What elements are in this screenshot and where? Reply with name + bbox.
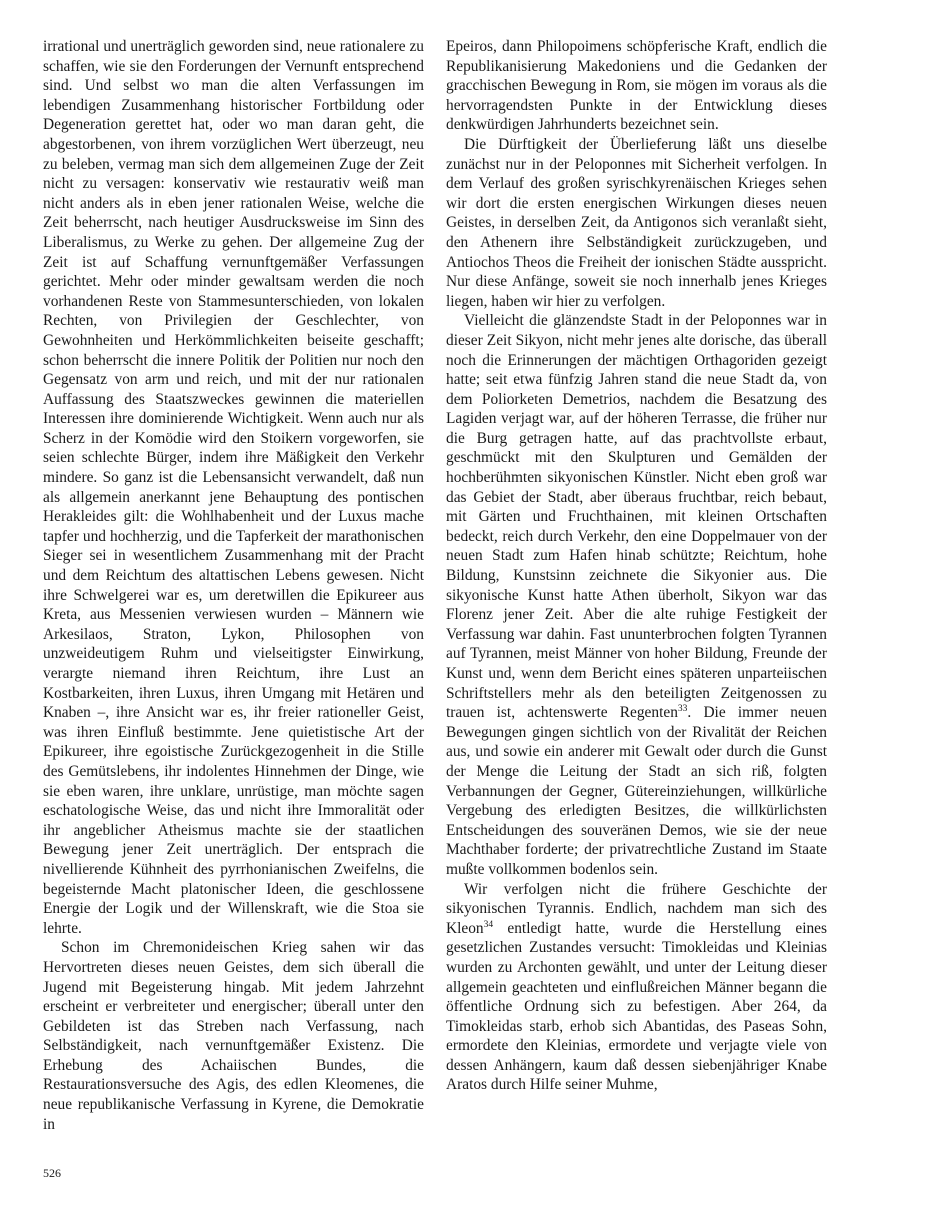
paragraph: irrational und unerträglich geworden sind, neue rationalere zu schaffen, wie sie den Forderungen der Vernunft entsprechend sind. Und selbst wo man die alten Verfassungen im lebendigen Zusammenhang historischer Fortbildung oder Degeneration gerettet hat, oder wo man daran geht, die abgestorbenen, von ihrem vorzüglichen Wert überzeugt, neu zu beleben, vermag man sich dem allgemeinen Zuge der Zeit nicht zu versagen: konservativ wie restaurativ weiß man nicht anders als in eben jener rationalen Weise, welche die Zeit beherrscht, nach heutiger Ausdrucksweise im Sinn des Liberalismus, zu Werke zu gehen. Der allgemeine Zug der Zeit ist auf Schaffung vernunftgemäßer Verfassungen gerichtet. Mehr oder minder gewaltsam werden die noch vorhandenen Reste von Stammesunterschieden, von lokalen Rechten, von Privilegien der Geschlechter, von Gewohnheiten und Herkömmlichkeiten beiseite geschafft; schon beherrscht die innere Politik der Politien nur noch den Gegensatz von arm und reich, und mit der nur rationalen Auffassung des Staatszweckes gewinnen die materiellen Interessen ihre dominierende Wichtigkeit. Wenn auch nur als Scherz in der Komödie wird den Stoikern vorgeworfen, sie seien schlechte Bürger, indem ihre Mäßigkeit den Verkehr mindere. So ganz ist die Lebensansicht verwandelt, daß nun als allgemein anerkannt jene Behauptung des pontischen Herakleides gilt: die Wohlhabenheit und der Luxus mache tapfer und hochherzig, und die Tapferkeit der marathonischen Sieger sei in wesentlichem Zusammenhang mit der Pracht und dem Reichtum des altattischen Lebens gewesen. Nicht ihre Schwelgerei war es, um deretwillen die Epikureer aus Kreta, aus Messenien verwiesen wurden – Männern wie Arkesilaos, Straton, Lykon, Philosophen von unzweideutigem Ruhm und vielseitigster Einwirkung, verargte niemand ihren Reichtum, ihre Lust an Kostbarkeiten, ihren Luxus, ihren Umgang mit Hetären und Knaben –, ihre Ansicht war es, ihr freier rationeller Geist, was ihren Einfluß bestimmte. Jene quietistische Art der Epikureer, ihre egoistische Zurückgezogenheit in die Stille des Gemütslebens, ihr indolentes Hinnehmen der Dinge, wie sie eben waren, ihre unklare, unrüstige, man möchte sagen eschatologische Weise, das und nicht ihre Immoralität oder ihr angeblicher Atheismus machte sie der staatlichen Bewegung jener Zeit unerträglich. Der entsprach die nivellierende Kühnheit des pyrrhonianischen Zweifelns, die begeisternde Macht platonischer Ideen, die geschlossene Energie der Logik und der Willenskraft, wie die Stoa sie lehrte. — [43, 38, 424, 937]
paragraph-text: . Die immer neuen Bewegungen gingen sichtlich von der Rivalität der Reichen aus, und sowie ein anderer mit Gewalt oder durch die Gunst der Menge die Leitung der Stadt an sich riß, folgten Verbannungen der Gegner, Gütereinziehungen, willkürliche Vergebung des erledigten Besitzes, die willkürlichsten Entscheidungen des souveränen Demos, wie sie der neue Machthaber forderte; der privatrechtliche Zustand im Staate mußte vollkommen bodenlos sein. — [446, 704, 827, 878]
paragraph: Die Dürftigkeit der Überlieferung läßt uns dieselbe zunächst nur in der Peloponnes mit Sicherheit verfolgen. In dem Verlauf des großen syrischkyrenäischen Krieges sehen wir dort die ersten energischen Wirkungen dieses neuen Geistes, in derselben Zeit, da Antigonos sich veranlaßt sieht, den Athenern ihre Selbständigkeit zurückzugeben, und Antiochos Theos die Freiheit der ionischen Städte ausspricht. Nur diese Anfänge, soweit sie noch innerhalb jenes Krieges liegen, haben wir hier zu verfolgen. — [446, 135, 827, 310]
footnote-ref-34: 34 — [483, 919, 494, 930]
left-column — [43, 37, 424, 1134]
paragraph — [446, 880, 827, 1096]
footnote-ref-33: 33 — [677, 704, 688, 715]
paragraph-text: entledigt hatte, wurde die Herstellung eines gesetzlichen Zustandes versucht: Timokleidas und Kleinias wurden zu Archonten gewählt, und unter der Leitung dieser allgemein geachteten und einflußreichen Männer begann die öffentliche Ordnung sich zu befestigen. Aber 264, da Timokleidas starb, erhob sich Abantidas, des Paseas Sohn, ermordete den Kleinias, ermordete und verjagte viele von dessen Anhängern, kaum daß dessen siebenjähriger Knabe Aratos durch Hilfe seiner Muhme, — [446, 919, 827, 1094]
page-number: 526 — [43, 1166, 61, 1180]
paragraph: Epeiros, dann Philopoimens schöpferische Kraft, endlich die Republikanisierung Makedoniens und die Gedanken der gracchischen Bewegung in Rom, sie mögen im voraus als die hervorragendsten Punkte in der Entwicklung dieses denkwürdigen Jahrhunderts bezeichnet sein. — [446, 38, 827, 134]
right-column — [446, 37, 827, 1095]
paragraph-text: Wir verfolgen nicht die frühere Geschichte der sikyonischen Tyrannis. Endlich, nachdem man sich des Kleon — [446, 880, 827, 937]
paragraph: Schon im Chremonideischen Krieg sahen wir das Hervortreten dieses neuen Geistes, dem sich überall die Jugend mit Begeisterung hingab. Mit jedem Jahrzehnt erscheint er verbreiteter und energischer; überall unter den Gebildeten ist das Streben nach Verfassung, nach Selbständigkeit, nach vernunftgemäßer Existenz. Die Erhebung des Achaiischen Bundes, die Restaurationsversuche des Agis, des edlen Kleomenes, die neue republikanische Verfassung in Kyrene, die Demokratie in — [43, 939, 424, 1133]
paragraph-text: Vielleicht die glänzendste Stadt in der Peloponnes war in dieser Zeit Sikyon, nicht mehr jenes alte dorische, das überall noch die Erinnerungen der mächtigen Orthagoriden gezeigt hatte; seit etwa fünfzig Jahren stand die neue Stadt da, von dem Poliorketen Demetrios, nachdem die Besatzung des Lagiden verjagt war, auf der höheren Terrasse, die früher nur die Burg getragen hatte, auf das prachtvollste erbaut, geschmückt mit den Skulpturen und Gemälden der hochberühmten sikyonischen Künstler. Nicht eben groß war das Gebiet der Stadt, aber überaus fruchtbar, reich bebaut, mit Gärten und Fruchthainen, mit kleinen Ortschaften bedeckt, reich durch Verkehr, den eine Doppelmauer von der neuen Stadt zum Hafen hinab schützte; Reichtum, hohe Bildung, Kunstsinn zeichnete die Sikyonier aus. Die sikyonische Kunst hatte Athen überholt, Sikyon war das Florenz jener Zeit. Aber die alte ruhige Festigkeit der Verfassung war dahin. Fast ununterbrochen folgten Tyrannen auf Tyrannen, meist Männer von hoher Bildung, Freunde der Kunst und, wenn dem Bericht eines späteren unparteiischen Schriftstellers mehr als den beteiligten Zeitgenossen zu trauen ist, achtenswerte Regenten — [446, 312, 827, 722]
paragraph — [446, 311, 827, 879]
